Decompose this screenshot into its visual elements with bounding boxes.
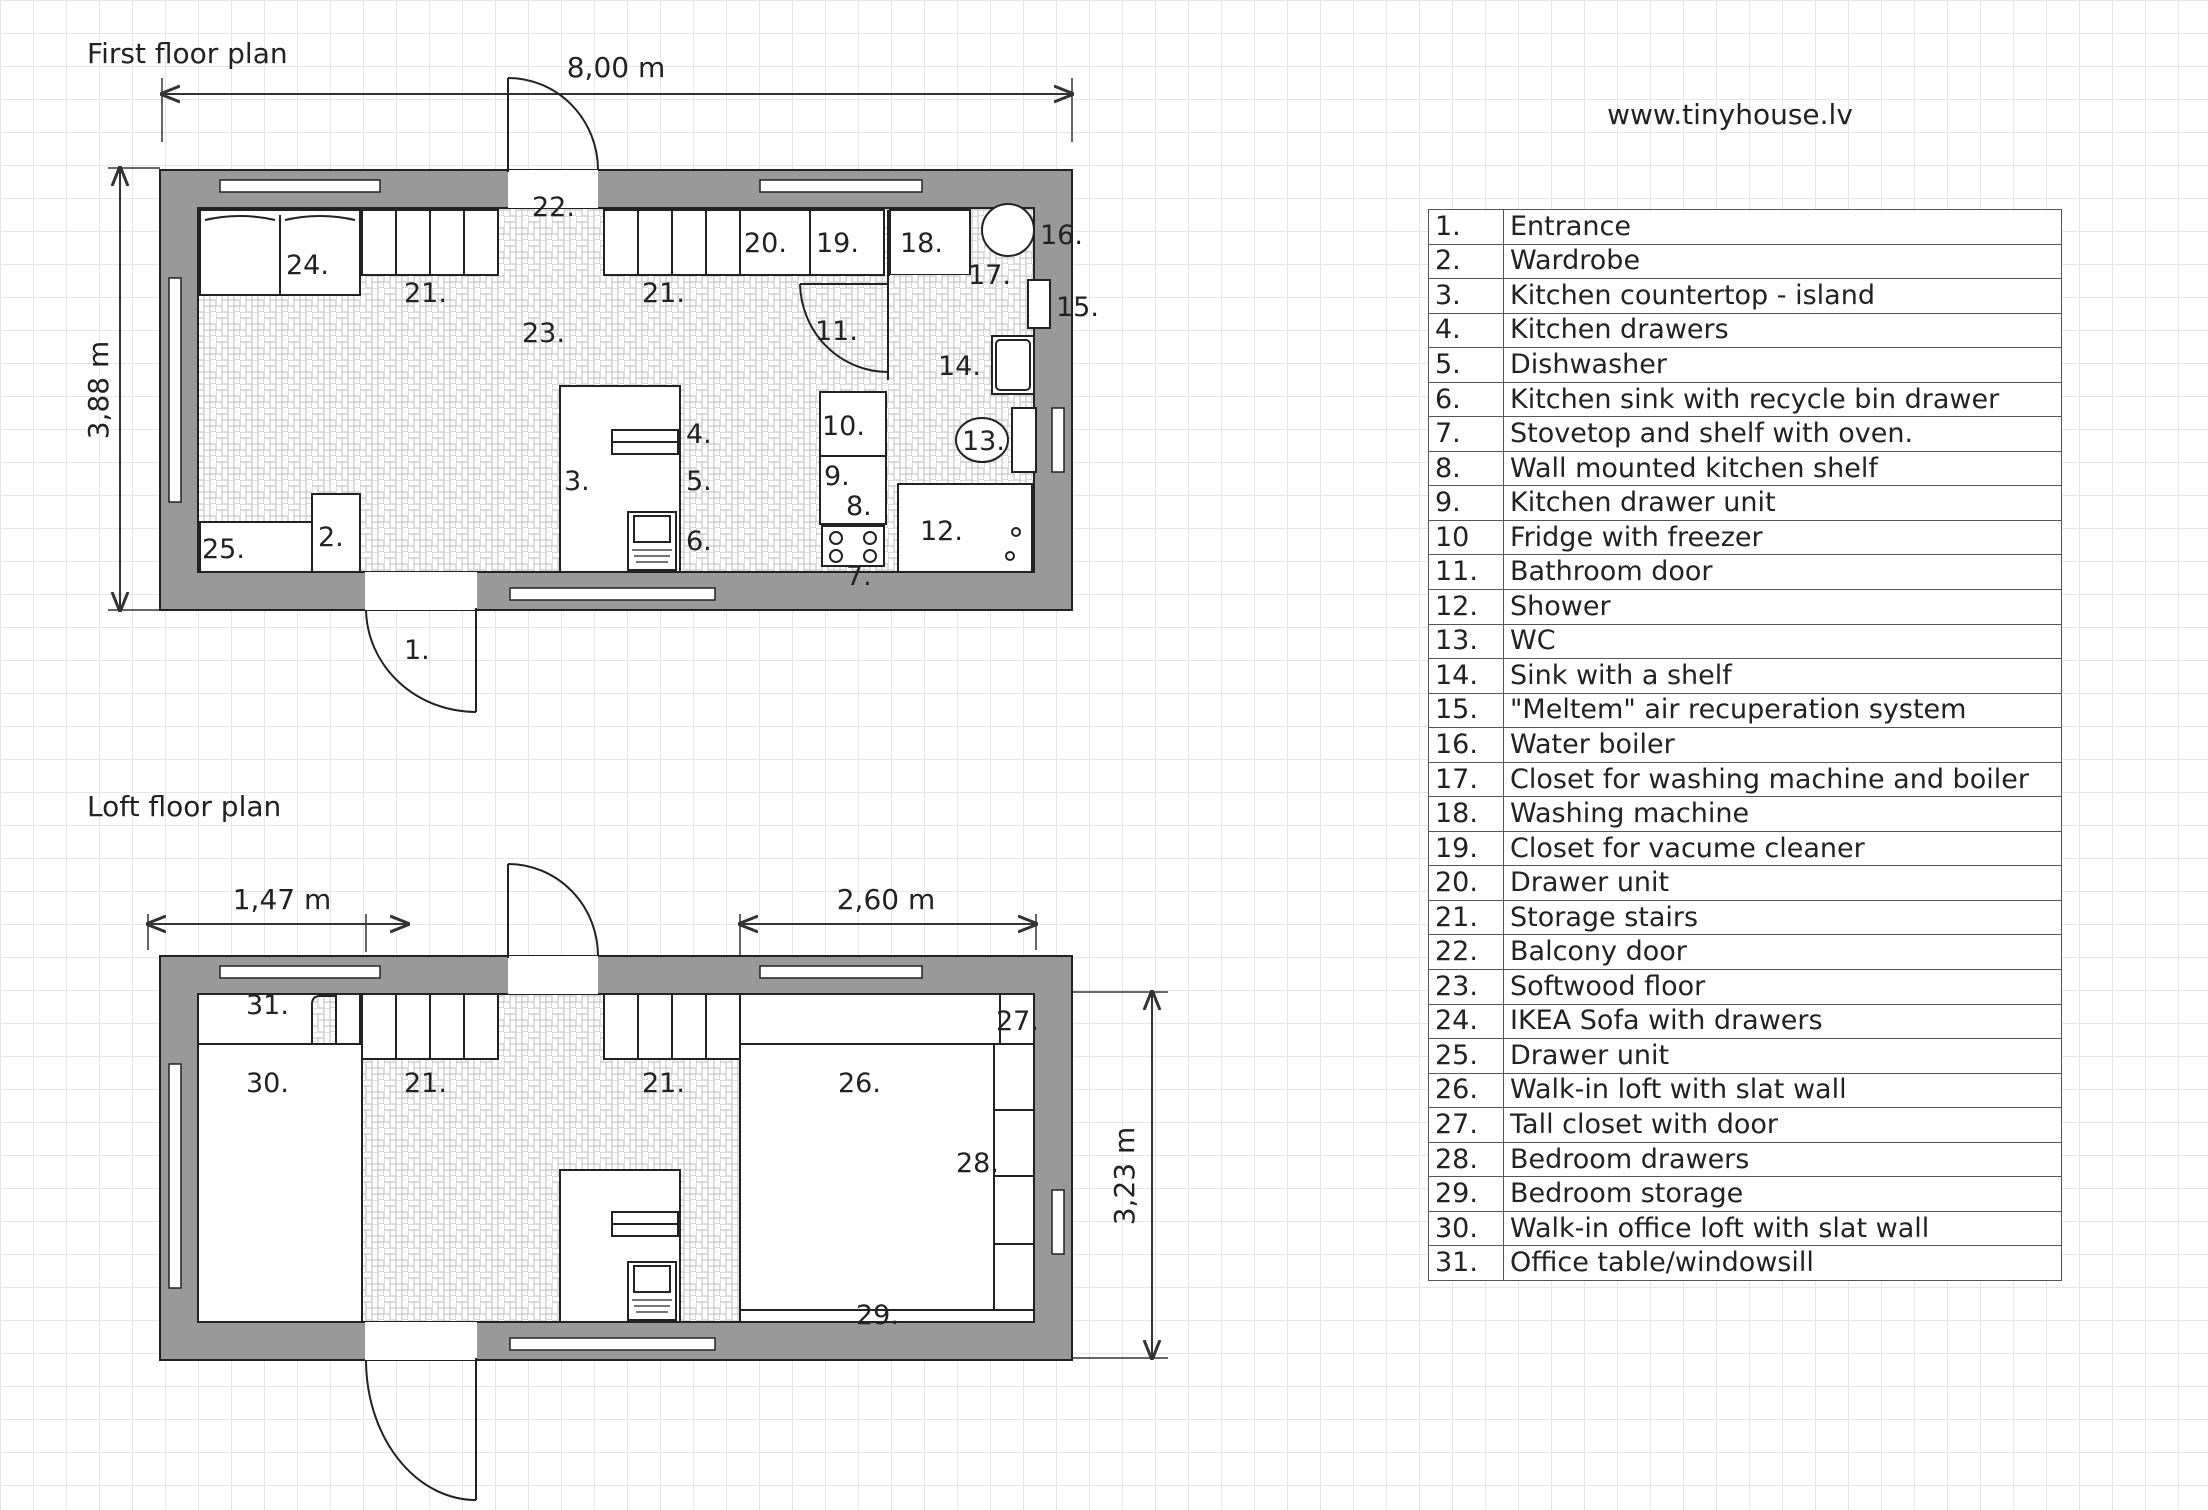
legend-description: Bedroom storage — [1504, 1177, 2062, 1212]
legend-row — [1429, 451, 2062, 486]
loft-floor-plan — [87, 790, 1168, 1500]
legend-row — [1429, 520, 2062, 555]
legend-description: Dishwasher — [1504, 348, 2062, 383]
label-11: 11. — [815, 316, 858, 347]
label-5: 5. — [686, 466, 712, 497]
legend-row — [1429, 555, 2062, 590]
legend-row — [1429, 866, 2062, 901]
legend-number: 12. — [1429, 590, 1504, 625]
legend-number: 11. — [1429, 555, 1504, 590]
legend-description: Kitchen drawer unit — [1504, 486, 2062, 521]
label-14: 14. — [938, 351, 981, 382]
legend-description: Closet for vacume cleaner — [1504, 831, 2062, 866]
legend-number: 15. — [1429, 693, 1504, 728]
legend-number: 27. — [1429, 1108, 1504, 1143]
label-4: 4. — [686, 419, 712, 450]
dimension-loft-right-label: 2,60 m — [836, 883, 936, 916]
legend-row — [1429, 659, 2062, 694]
legend-row — [1429, 693, 2062, 728]
legend-description: Bedroom drawers — [1504, 1142, 2062, 1177]
legend-number: 21. — [1429, 900, 1504, 935]
legend-row — [1429, 762, 2062, 797]
legend-description: Wall mounted kitchen shelf — [1504, 451, 2062, 486]
legend-row — [1429, 486, 2062, 521]
legend-row — [1429, 244, 2062, 279]
legend-description: Sink with a shelf — [1504, 659, 2062, 694]
loft-balcony-door — [508, 864, 598, 994]
loft-label-21-right: 21. — [642, 1068, 685, 1099]
label-2: 2. — [318, 522, 344, 553]
legend-row — [1429, 935, 2062, 970]
legend-number: 22. — [1429, 935, 1504, 970]
label-7: 7. — [846, 561, 872, 592]
legend-number: 7. — [1429, 417, 1504, 452]
legend-description: Softwood floor — [1504, 970, 2062, 1005]
legend-description: Water boiler — [1504, 728, 2062, 763]
legend-description: Wardrobe — [1504, 244, 2062, 279]
dimension-height-label: 3,88 m — [82, 340, 115, 440]
loft-label-28: 28. — [956, 1148, 999, 1179]
legend-number: 1. — [1429, 210, 1504, 245]
label-24: 24. — [286, 250, 329, 281]
legend-number: 29. — [1429, 1177, 1504, 1212]
legend-row — [1429, 624, 2062, 659]
label-9: 9. — [824, 461, 850, 492]
legend-description: Walk-in office loft with slat wall — [1504, 1211, 2062, 1246]
legend-number: 6. — [1429, 382, 1504, 417]
legend-row — [1429, 1108, 2062, 1143]
legend-description: Stovetop and shelf with oven. — [1504, 417, 2062, 452]
label-23: 23. — [522, 318, 565, 349]
legend-description: Kitchen sink with recycle bin drawer — [1504, 382, 2062, 417]
legend-number: 25. — [1429, 1039, 1504, 1074]
legend-row — [1429, 1211, 2062, 1246]
legend-row — [1429, 417, 2062, 452]
legend-description: Tall closet with door — [1504, 1108, 2062, 1143]
legend-row — [1429, 348, 2062, 383]
legend-description: Office table/windowsill — [1504, 1246, 2062, 1281]
legend-description: Washing machine — [1504, 797, 2062, 832]
label-3: 3. — [564, 466, 590, 497]
legend-row — [1429, 797, 2062, 832]
legend-table — [1428, 209, 2062, 1281]
legend-row — [1429, 1142, 2062, 1177]
legend-description: Fridge with freezer — [1504, 520, 2062, 555]
legend-number: 9. — [1429, 486, 1504, 521]
loft-label-31: 31. — [246, 990, 289, 1021]
legend-number: 24. — [1429, 1004, 1504, 1039]
loft-floor-title: Loft floor plan — [87, 790, 282, 823]
label-6: 6. — [686, 526, 712, 557]
loft-label-26: 26. — [838, 1068, 881, 1099]
label-15: 15. — [1056, 292, 1099, 323]
label-1: 1. — [404, 635, 430, 666]
legend-number: 19. — [1429, 831, 1504, 866]
label-21-left: 21. — [404, 278, 447, 309]
legend-row — [1429, 590, 2062, 625]
legend-row — [1429, 210, 2062, 245]
loft-label-27: 27. — [996, 1006, 1039, 1037]
first-floor-plan — [82, 37, 1099, 712]
legend-number: 16. — [1429, 728, 1504, 763]
legend-number: 28. — [1429, 1142, 1504, 1177]
legend-row — [1429, 313, 2062, 348]
loft-label-30: 30. — [246, 1068, 289, 1099]
legend-description: "Meltem" air recuperation system — [1504, 693, 2062, 728]
legend-description: IKEA Sofa with drawers — [1504, 1004, 2062, 1039]
loft-label-21-left: 21. — [404, 1068, 447, 1099]
legend-number: 23. — [1429, 970, 1504, 1005]
label-18: 18. — [900, 228, 943, 259]
legend-number: 30. — [1429, 1211, 1504, 1246]
legend-number: 4. — [1429, 313, 1504, 348]
legend-description: Drawer unit — [1504, 1039, 2062, 1074]
legend-row — [1429, 1073, 2062, 1108]
legend-number: 26. — [1429, 1073, 1504, 1108]
label-8: 8. — [846, 491, 872, 522]
legend-number: 8. — [1429, 451, 1504, 486]
legend-number: 10 — [1429, 520, 1504, 555]
legend-description: Walk-in loft with slat wall — [1504, 1073, 2062, 1108]
legend-number: 3. — [1429, 279, 1504, 314]
legend-row — [1429, 1246, 2062, 1281]
dimension-loft-left-label: 1,47 m — [232, 883, 332, 916]
legend-description: Balcony door — [1504, 935, 2062, 970]
legend-number: 14. — [1429, 659, 1504, 694]
legend-row — [1429, 279, 2062, 314]
legend-description: Drawer unit — [1504, 866, 2062, 901]
legend-description: Storage stairs — [1504, 900, 2062, 935]
legend-row — [1429, 970, 2062, 1005]
label-25: 25. — [202, 534, 245, 565]
legend-row — [1429, 728, 2062, 763]
legend-number: 18. — [1429, 797, 1504, 832]
label-16: 16. — [1040, 220, 1083, 251]
label-21-right: 21. — [642, 278, 685, 309]
legend-row — [1429, 1004, 2062, 1039]
website-url: www.tinyhouse.lv — [1607, 98, 1853, 131]
dimension-width-label: 8,00 m — [566, 51, 666, 84]
dimension-loft-height-label: 3,23 m — [1108, 1126, 1141, 1226]
label-17: 17. — [968, 260, 1011, 291]
legend-row — [1429, 831, 2062, 866]
legend-number: 31. — [1429, 1246, 1504, 1281]
legend-description: Entrance — [1504, 210, 2062, 245]
legend-number: 20. — [1429, 866, 1504, 901]
legend-row — [1429, 900, 2062, 935]
legend-description: Kitchen countertop - island — [1504, 279, 2062, 314]
label-22: 22. — [532, 192, 575, 223]
legend-number: 5. — [1429, 348, 1504, 383]
legend-number: 13. — [1429, 624, 1504, 659]
legend-number: 2. — [1429, 244, 1504, 279]
legend-description: Kitchen drawers — [1504, 313, 2062, 348]
first-floor-title: First floor plan — [87, 37, 288, 70]
label-13: 13. — [962, 426, 1005, 457]
legend-description: Bathroom door — [1504, 555, 2062, 590]
label-19: 19. — [816, 228, 859, 259]
label-12: 12. — [920, 516, 963, 547]
balcony-door — [508, 78, 598, 208]
legend-description: Shower — [1504, 590, 2062, 625]
label-20: 20. — [744, 228, 787, 259]
legend-description: WC — [1504, 624, 2062, 659]
legend-row — [1429, 382, 2062, 417]
legend-body — [1429, 210, 2062, 1281]
legend-number: 17. — [1429, 762, 1504, 797]
legend-row — [1429, 1039, 2062, 1074]
loft-label-29: 29. — [856, 1300, 899, 1331]
legend-description: Closet for washing machine and boiler — [1504, 762, 2062, 797]
loft-entrance-door — [365, 1322, 477, 1500]
label-10: 10. — [822, 411, 865, 442]
legend-row — [1429, 1177, 2062, 1212]
